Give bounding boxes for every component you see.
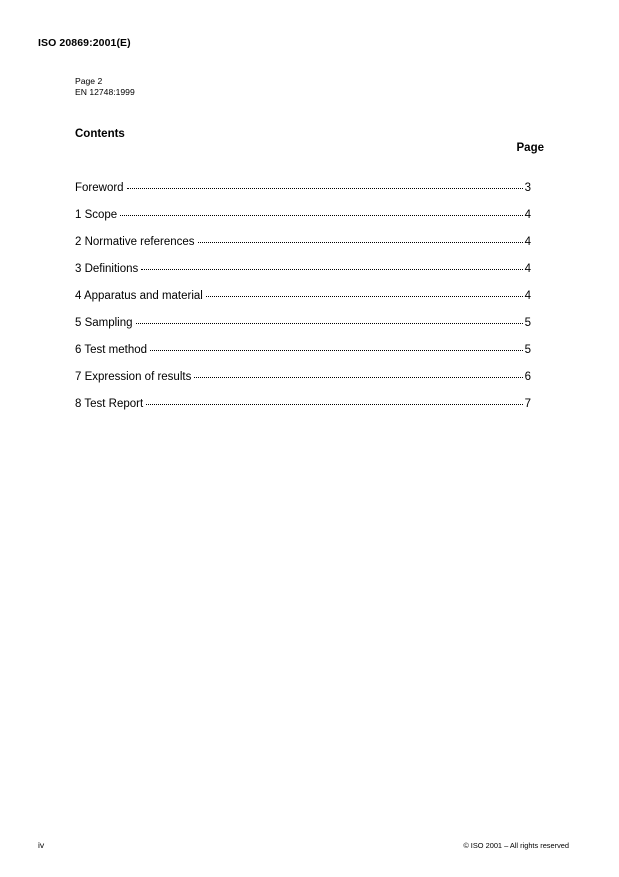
- toc-entry-label: 1 Scope: [75, 209, 118, 221]
- toc-entry-label: 4 Apparatus and material: [75, 290, 203, 302]
- toc-entry-page: 5: [524, 317, 531, 329]
- dot-leader: [150, 350, 523, 351]
- dot-leader: [206, 296, 523, 297]
- dot-leader: [136, 323, 523, 324]
- toc-entry-test-report[interactable]: [75, 398, 531, 425]
- toc-entry-page: 3: [524, 182, 531, 194]
- toc-entry-page: 7: [524, 398, 531, 410]
- dot-leader: [127, 188, 523, 189]
- dot-leader: [146, 404, 522, 405]
- table-of-contents: [75, 182, 531, 425]
- page-reference-line-2: EN 12748:1999: [75, 87, 135, 97]
- toc-entry-page: 4: [524, 236, 531, 248]
- dot-leader: [141, 269, 522, 270]
- toc-entry-page: 4: [524, 209, 531, 221]
- toc-entry-normative-references[interactable]: [75, 236, 531, 263]
- toc-entry-label: 3 Definitions: [75, 263, 139, 275]
- toc-entry-foreword[interactable]: [75, 182, 531, 209]
- dot-leader: [198, 242, 523, 243]
- toc-entry-label: Foreword: [75, 182, 124, 194]
- page-column-label: Page: [516, 142, 544, 154]
- footer-copyright: © ISO 2001 – All rights reserved: [463, 841, 569, 850]
- toc-entry-page: 6: [524, 371, 531, 383]
- toc-entry-label: 8 Test Report: [75, 398, 144, 410]
- dot-leader: [194, 377, 522, 378]
- toc-entry-expression-of-results[interactable]: [75, 371, 531, 398]
- footer-page-number: iv: [38, 840, 45, 850]
- toc-entry-label: 6 Test method: [75, 344, 148, 356]
- toc-entry-apparatus-and-material[interactable]: [75, 290, 531, 317]
- dot-leader: [120, 215, 522, 216]
- page-reference: [75, 76, 135, 98]
- toc-entry-scope[interactable]: [75, 209, 531, 236]
- page-reference-line-1: Page 2: [75, 76, 103, 86]
- toc-entry-label: 2 Normative references: [75, 236, 195, 248]
- toc-entry-label: 5 Sampling: [75, 317, 133, 329]
- document-id-header: ISO 20869:2001(E): [38, 37, 131, 49]
- toc-entry-page: 4: [524, 290, 531, 302]
- toc-entry-sampling[interactable]: [75, 317, 531, 344]
- toc-entry-label: 7 Expression of results: [75, 371, 192, 383]
- toc-entry-definitions[interactable]: [75, 263, 531, 290]
- toc-entry-test-method[interactable]: [75, 344, 531, 371]
- toc-entry-page: 5: [524, 344, 531, 356]
- toc-entry-page: 4: [524, 263, 531, 275]
- contents-title: Contents: [75, 128, 125, 140]
